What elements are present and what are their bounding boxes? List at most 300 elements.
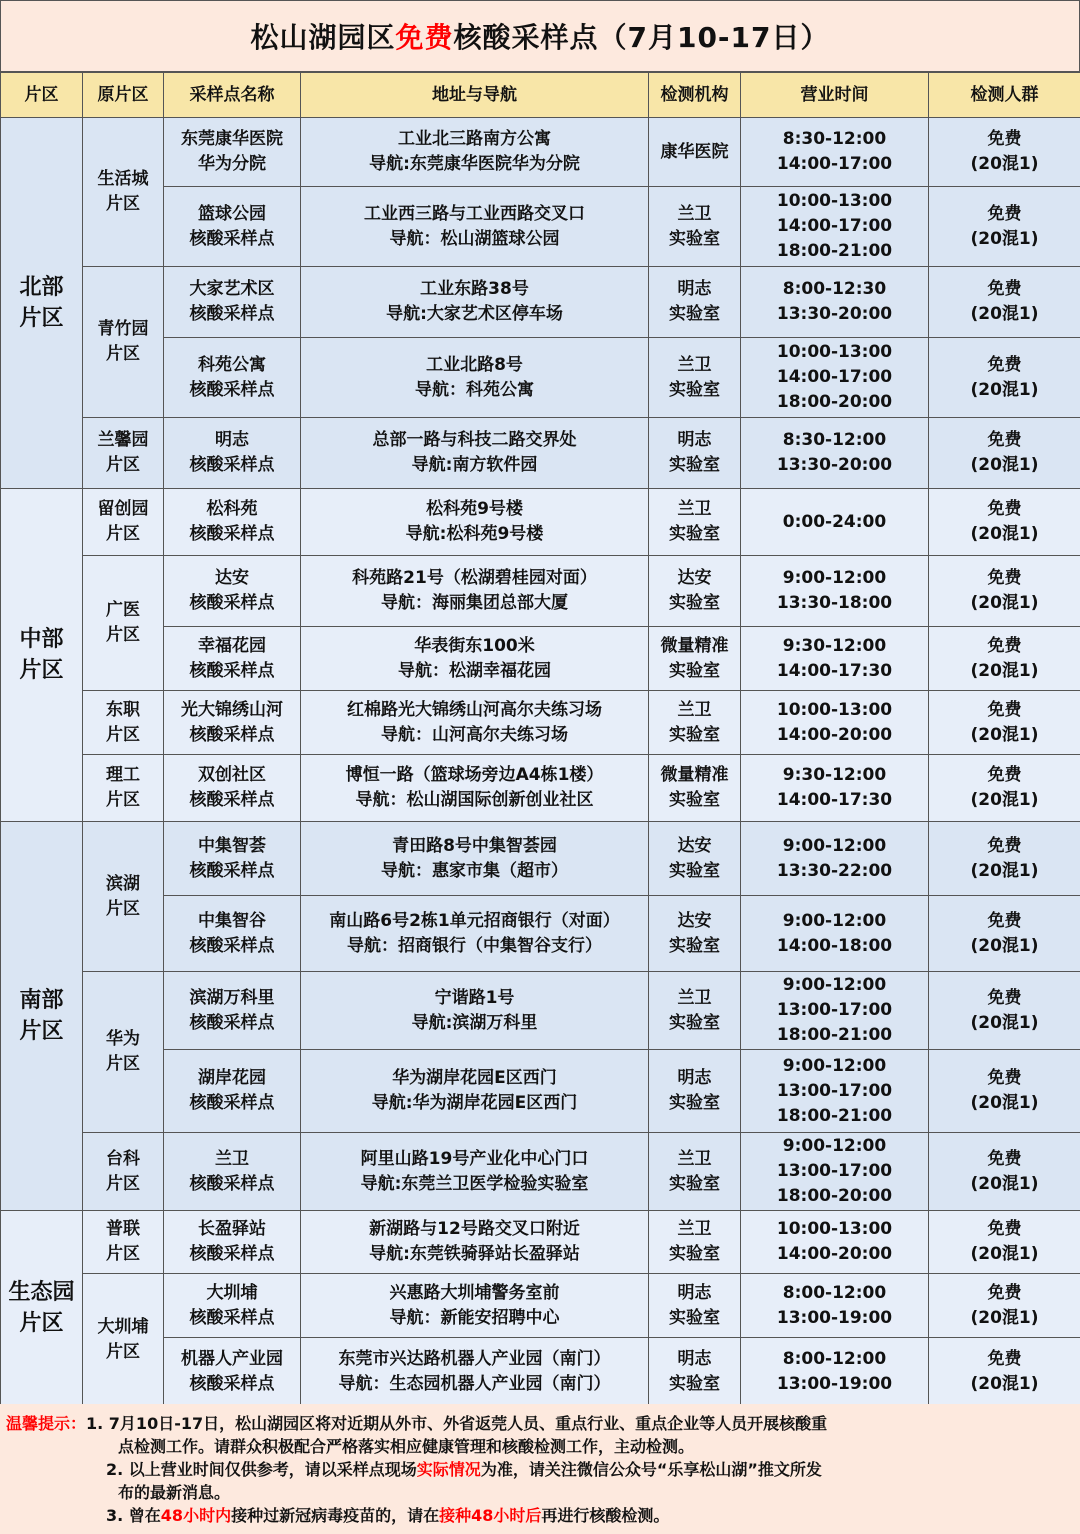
address-line: 博恒一路（篮球场旁边A4栋1楼） [345,765,604,785]
hours-cell [741,418,929,489]
header-hours: 营业时间 [741,73,929,118]
lab-line: 实验室 [669,593,720,613]
note-1 [6,1412,1080,1435]
site-name-cell [164,972,301,1050]
lab-line: 兰卫 [677,1219,712,1239]
hours-line: 13:00-17:00 [776,1000,893,1020]
page-title [0,0,1080,72]
sub-zone-cell [83,267,164,418]
zone-cell [1,1211,83,1406]
crowd-cell [929,627,1080,691]
address-line: 导航:大家艺术区停车场 [386,304,563,324]
site-name-cell [164,1050,301,1133]
hours-line: 8:30-12:00 [782,430,887,450]
site-name-line: 中集智谷 [198,910,266,931]
sub-zone-cell [83,755,164,822]
hours-line: 10:00-13:00 [776,191,893,211]
site-name-line: 机器人产业园 [181,1348,283,1369]
hours-line: 18:00-20:00 [776,1186,893,1206]
address-cell [301,822,649,896]
site-name-cell [164,755,301,822]
crowd-cell [929,1274,1080,1338]
hours-line: 14:00-17:30 [776,790,893,810]
note-3-highlight-2: 接种48小时后 [439,1506,542,1525]
table-row [1,755,1080,822]
crowd-cell [929,267,1080,338]
lab-cell [649,338,741,418]
crowd-cell [929,338,1080,418]
zone-line: 南部 [19,988,64,1013]
hours-line: 9:00-12:00 [782,835,887,856]
title-highlight: 免费 [395,21,454,54]
lab-line: 兰卫 [677,987,712,1008]
crowd-line: (20混1) [970,1012,1039,1033]
crowd-cell [929,1050,1080,1133]
address-line: 导航:滨湖万科里 [411,1012,538,1033]
hours-cell [741,1050,929,1133]
crowd-line: (20混1) [970,1307,1039,1328]
hours-line: 14:00-17:00 [776,154,893,174]
site-name-line: 达安 [215,568,249,588]
site-name-line: 中集智荟 [198,835,266,856]
note-3 [6,1504,1080,1527]
address-cell [301,1338,649,1406]
site-name-line: 核酸采样点 [189,379,275,400]
hours-line: 9:00-12:00 [782,568,887,588]
hours-cell [741,1211,929,1274]
lab-line: 兰卫 [677,699,712,720]
crowd-line: (20混1) [970,455,1039,475]
hours-line: 9:00-12:00 [782,1055,887,1076]
lab-line: 实验室 [669,724,720,745]
address-line: 科苑路21号（松湖碧桂园对面） [352,568,597,588]
address-cell [301,267,649,338]
hours-line: 18:00-20:00 [776,392,893,412]
crowd-line: (20混1) [970,935,1039,956]
site-name-cell [164,896,301,972]
header-crowd: 检测人群 [929,73,1080,118]
sub-zone-line: 片区 [106,194,140,214]
address-line: 导航：海丽集团总部大厦 [381,593,568,613]
sub-zone-line: 兰馨园 [97,430,149,450]
address-line: 青田路8号中集智荟园 [392,835,557,856]
address-cell [301,627,649,691]
hours-line: 18:00-21:00 [776,1025,893,1045]
site-name-cell [164,1211,301,1274]
sub-zone-line: 台科 [106,1148,140,1169]
site-name-line: 光大锦绣山河 [181,699,283,720]
lab-cell [649,118,741,187]
sub-zone-line: 片区 [106,790,140,810]
address-cell [301,1274,649,1338]
address-line: 导航：招商银行（中集智谷支行） [347,935,602,956]
site-name-line: 华为分院 [198,154,266,174]
crowd-line: 免费 [987,1148,1022,1169]
sub-zone-cell [83,1274,164,1406]
hours-line: 14:00-17:00 [776,367,893,387]
crowd-cell [929,489,1080,556]
site-name-cell [164,1133,301,1211]
address-line: 兴惠路大圳埔警务室前 [389,1282,560,1303]
site-name-line: 核酸采样点 [189,790,275,810]
site-name-line: 长盈驿站 [198,1219,266,1239]
site-name-line: 兰卫 [215,1148,249,1169]
lab-cell [649,691,741,755]
crowd-cell [929,896,1080,972]
lab-cell [649,418,741,489]
crowd-cell [929,118,1080,187]
hours-line: 13:00-19:00 [776,1373,893,1394]
site-name-line: 核酸采样点 [189,1173,275,1194]
sub-zone-line: 片区 [106,1173,140,1194]
lab-line: 实验室 [669,790,720,810]
site-name-line: 核酸采样点 [189,1373,275,1394]
hours-line: 18:00-21:00 [776,1105,893,1126]
address-line: 导航:东莞兰卫医学检验实验室 [360,1173,589,1194]
hours-line: 13:30-20:00 [776,304,893,324]
crowd-line: (20混1) [970,1244,1039,1264]
sub-zone-line: 大圳埔 [97,1316,149,1337]
crowd-line: 免费 [987,354,1022,375]
hours-line: 9:00-12:00 [782,910,887,931]
lab-line: 明志 [677,1068,712,1088]
lab-cell [649,489,741,556]
site-name-line: 核酸采样点 [189,1307,275,1328]
zone-cell [1,118,83,489]
table-row [1,489,1080,556]
header-site-name: 采样点名称 [164,73,301,118]
lab-line: 实验室 [669,228,720,249]
site-name-cell [164,338,301,418]
crowd-line: 免费 [987,635,1022,656]
sub-zone-line: 青竹园 [97,319,149,339]
hours-cell [741,627,929,691]
site-name-line: 东莞康华医院 [181,129,283,149]
zone-line: 生态园 [8,1280,75,1305]
lab-line: 实验室 [669,860,720,881]
address-line: 工业北路8号 [426,354,523,375]
site-name-line: 核酸采样点 [189,593,275,613]
lab-line: 实验室 [669,1373,720,1394]
crowd-line: 免费 [987,1348,1022,1369]
crowd-line: 免费 [987,699,1022,720]
hours-line: 13:30-18:00 [776,593,893,613]
lab-line: 兰卫 [677,1148,712,1169]
hours-cell [741,1133,929,1211]
crowd-cell [929,556,1080,627]
sub-zone-cell [83,418,164,489]
hours-cell [741,267,929,338]
site-name-line: 大圳埔 [206,1282,258,1303]
site-name-line: 核酸采样点 [189,455,275,475]
note-1-line-b: 点检测工作。请群众积极配合严格落实相应健康管理和核酸检测工作，主动检测。 [118,1437,695,1456]
site-name-cell [164,1274,301,1338]
sub-zone-cell [83,822,164,972]
hours-line: 8:00-12:00 [782,1282,887,1303]
sub-zone-line: 片区 [106,344,140,364]
hours-line: 10:00-13:00 [776,1219,893,1239]
crowd-cell [929,972,1080,1050]
zone-line: 中部 [19,627,64,652]
address-line: 导航：惠家市集（超市） [381,860,568,881]
lab-cell [649,1050,741,1133]
note-2-part-1: 2. 以上营业时间仅供参考，请以采样点现场 [106,1460,417,1479]
note-1-cont [6,1435,1080,1458]
table-row [1,1274,1080,1338]
address-cell [301,755,649,822]
site-name-cell [164,267,301,338]
lab-line: 达安 [677,835,712,856]
hours-cell [741,691,929,755]
crowd-cell [929,822,1080,896]
address-line: 华表街东100米 [414,635,535,656]
sub-zone-line: 片区 [106,1341,140,1362]
crowd-line: (20混1) [970,154,1039,174]
lab-line: 明志 [677,1282,712,1303]
lab-line: 达安 [677,568,712,588]
table-row [1,1211,1080,1274]
sub-zone-line: 东职 [106,699,140,720]
site-name-cell [164,489,301,556]
hours-cell [741,896,929,972]
hours-line: 13:30-22:00 [776,860,893,881]
address-line: 导航：松山湖国际创新创业社区 [355,790,594,810]
lab-line: 实验室 [669,1244,720,1264]
lab-cell [649,1274,741,1338]
table-row [1,418,1080,489]
lab-line: 实验室 [669,1012,720,1033]
sub-zone-cell [83,691,164,755]
hours-line: 8:00-12:30 [782,279,887,299]
crowd-line: 免费 [987,568,1022,588]
table-row [1,267,1080,338]
notes-label: 温馨提示： [6,1414,87,1433]
hours-line: 13:30-20:00 [776,455,893,475]
header-zone: 片区 [1,73,83,118]
lab-line: 明志 [677,279,712,299]
crowd-line: (20混1) [970,1373,1039,1394]
hours-line: 9:00-12:00 [782,975,887,995]
address-cell [301,418,649,489]
site-name-line: 核酸采样点 [189,935,275,956]
address-line: 阿里山路19号产业化中心门口 [360,1148,589,1169]
hours-line: 9:00-12:00 [782,1136,887,1156]
sub-zone-cell [83,118,164,267]
table-row [1,822,1080,896]
note-2-line-b: 布的最新消息。 [118,1483,231,1502]
address-line: 工业北三路南方公寓 [398,129,551,149]
address-line: 导航:华为湖岸花园E区西门 [371,1093,578,1113]
address-cell [301,1211,649,1274]
hours-line: 14:00-18:00 [776,935,893,956]
sub-zone-cell [83,1133,164,1211]
sub-zone-line: 普联 [106,1219,140,1239]
crowd-line: 免费 [987,1219,1022,1239]
lab-line: 明志 [677,430,712,450]
zone-cell [1,822,83,1211]
crowd-line: (20混1) [970,724,1039,745]
site-name-line: 核酸采样点 [189,228,275,249]
sub-zone-line: 华为 [106,1029,140,1049]
zone-cell [1,489,83,822]
address-line: 导航:东莞康华医院华为分院 [369,154,580,174]
address-line: 导航：生态园机器人产业园（南门） [338,1373,611,1394]
site-name-line: 松科苑 [206,499,258,519]
site-name-cell [164,1338,301,1406]
site-name-cell [164,627,301,691]
hours-line: 14:00-17:30 [776,660,893,681]
address-line: 导航：科苑公寓 [415,379,534,400]
lab-cell [649,896,741,972]
crowd-line: (20混1) [970,524,1039,544]
lab-cell [649,822,741,896]
site-name-cell [164,187,301,267]
table-row [1,1133,1080,1211]
site-name-line: 核酸采样点 [189,1093,275,1113]
crowd-line: 免费 [987,279,1022,299]
hours-cell [741,755,929,822]
site-name-line: 明志 [215,430,249,450]
hours-line: 0:00-24:00 [782,511,887,532]
crowd-line: (20混1) [970,593,1039,613]
address-line: 东莞市兴达路机器人产业园（南门） [338,1348,611,1369]
note-3-highlight-1: 48小时内 [160,1506,232,1525]
sub-zone-line: 片区 [106,898,140,919]
site-name-cell [164,691,301,755]
hours-line: 13:00-17:00 [776,1161,893,1181]
crowd-line: (20混1) [970,379,1039,400]
address-cell [301,489,649,556]
hours-line: 14:00-17:00 [776,216,893,236]
lab-line: 实验室 [669,1307,720,1328]
note-2-part-3: 为准，请关注微信公众号“乐享松山湖”推文所发 [480,1460,822,1479]
crowd-line: 免费 [987,1282,1022,1303]
address-cell [301,338,649,418]
lab-cell [649,627,741,691]
address-line: 导航:东莞铁骑驿站长盈驿站 [369,1244,580,1264]
hours-cell [741,556,929,627]
address-cell [301,556,649,627]
lab-cell [649,556,741,627]
hours-cell [741,972,929,1050]
crowd-cell [929,1338,1080,1406]
header-sub-zone: 原片区 [83,73,164,118]
crowd-line: 免费 [987,129,1022,149]
lab-line: 明志 [677,1348,712,1369]
zone-line: 片区 [19,658,64,683]
lab-line: 实验室 [669,1093,720,1113]
crowd-line: 免费 [987,835,1022,856]
crowd-line: 免费 [987,1068,1022,1088]
crowd-line: 免费 [987,430,1022,450]
lab-line: 实验室 [669,935,720,956]
sub-zone-line: 片区 [106,455,140,475]
hours-line: 14:00-20:00 [776,724,893,745]
site-name-line: 核酸采样点 [189,1012,275,1033]
hours-cell [741,338,929,418]
sub-zone-line: 片区 [106,724,140,745]
address-cell [301,972,649,1050]
hours-cell [741,489,929,556]
zone-line: 北部 [19,275,64,300]
address-cell [301,118,649,187]
note-2-highlight: 实际情况 [416,1460,481,1479]
crowd-cell [929,755,1080,822]
title-suffix: 核酸采样点（7月10-17日） [453,21,830,54]
lab-cell [649,1211,741,1274]
site-name-line: 滨湖万科里 [189,987,275,1008]
site-name-cell [164,822,301,896]
lab-line: 达安 [677,910,712,931]
address-line: 导航：松湖幸福花园 [398,660,551,681]
address-cell [301,896,649,972]
crowd-line: 免费 [987,499,1022,519]
crowd-cell [929,1133,1080,1211]
lab-cell [649,755,741,822]
header-address: 地址与导航 [301,73,649,118]
sub-zone-cell [83,972,164,1133]
hours-line: 8:30-12:00 [782,129,887,149]
lab-line: 康华医院 [660,141,729,162]
crowd-cell [929,1211,1080,1274]
note-3-part-5: 再进行核酸检测。 [541,1506,670,1525]
address-line: 工业东路38号 [420,279,529,299]
address-cell [301,691,649,755]
address-cell [301,1050,649,1133]
address-line: 宁谐路1号 [434,987,515,1008]
sub-zone-line: 广医 [106,600,140,620]
hours-cell [741,822,929,896]
site-name-cell [164,118,301,187]
table-header-row [1,73,1080,118]
site-name-line: 科苑公寓 [198,354,266,375]
crowd-line: (20混1) [970,228,1039,249]
hours-cell [741,118,929,187]
crowd-cell [929,691,1080,755]
address-line: 导航:南方软件园 [411,455,538,475]
site-name-line: 核酸采样点 [189,860,275,881]
hours-cell [741,1338,929,1406]
sub-zone-line: 留创园 [97,499,149,519]
crowd-line: 免费 [987,910,1022,931]
hours-cell [741,1274,929,1338]
sub-zone-line: 生活城 [97,169,149,189]
site-name-cell [164,418,301,489]
address-line: 新湖路与12号路交叉口附近 [369,1219,580,1239]
sub-zone-line: 片区 [106,1054,140,1074]
header-lab: 检测机构 [649,73,741,118]
hours-line: 18:00-21:00 [776,241,893,261]
lab-line: 微量精准 [660,765,729,785]
table-row [1,556,1080,627]
notes-section [0,1404,1080,1534]
address-line: 总部一路与科技二路交界处 [372,430,577,450]
crowd-line: (20混1) [970,1173,1039,1194]
site-name-line: 幸福花园 [198,635,266,656]
sub-zone-line: 片区 [106,625,140,645]
crowd-line: 免费 [987,765,1022,785]
lab-line: 实验室 [669,660,720,681]
sub-zone-cell [83,1211,164,1274]
hours-line: 10:00-13:00 [776,699,893,720]
site-name-line: 大家艺术区 [189,279,275,299]
hours-line: 9:30-12:00 [782,635,887,656]
table-row [1,118,1080,187]
site-name-line: 双创社区 [198,765,266,785]
hours-cell [741,187,929,267]
address-line: 华为湖岸花园E区西门 [392,1068,557,1088]
note-3-part-3: 接种过新冠病毒疫苗的，请在 [231,1506,440,1525]
